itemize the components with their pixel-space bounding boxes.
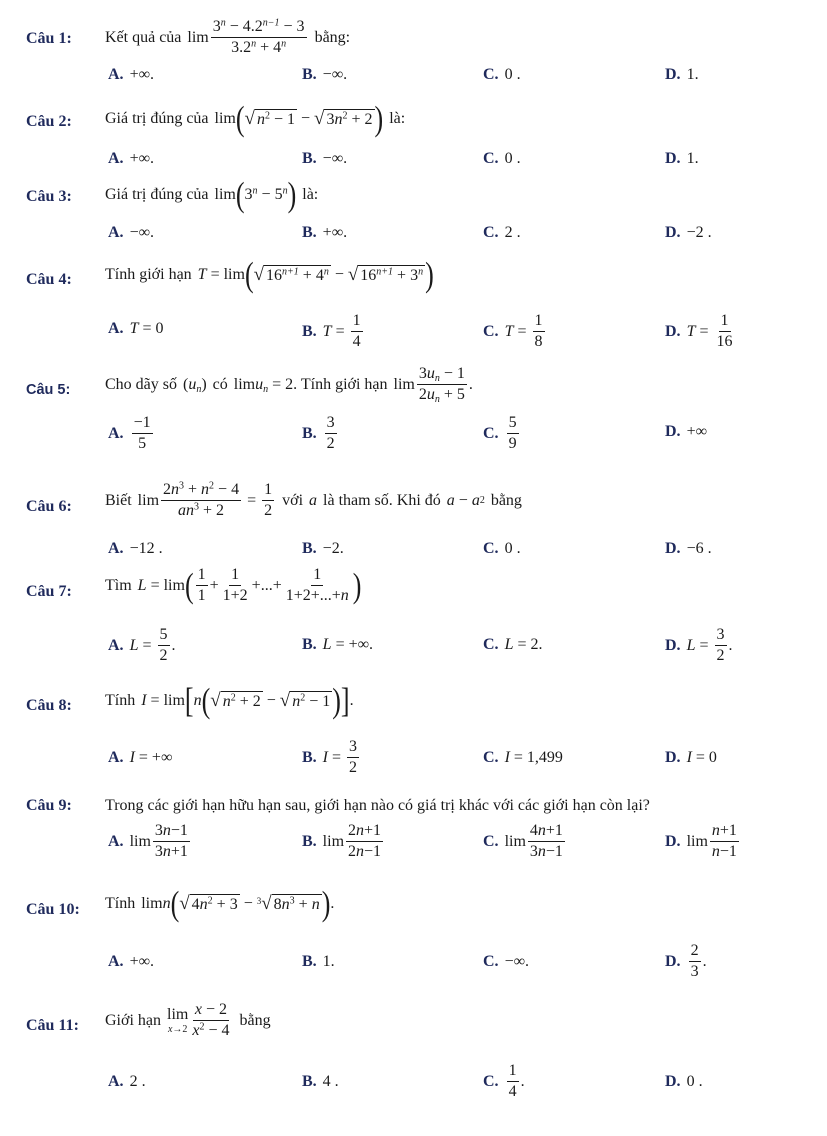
option-d[interactable]: D. $\frac{2}{3}$ . — [665, 942, 707, 981]
option-a[interactable]: A. +∞. — [108, 150, 154, 167]
option-a[interactable]: A. +∞. — [108, 66, 154, 83]
option-a[interactable]: A. $\frac{-1}{5}$ — [108, 414, 151, 453]
question-stem: Tính I = lim [ n ( √ $n^2 + 2$ − √ $n^2 - 1$ ) ] . — [105, 680, 354, 720]
option-c[interactable]: C. T = $\frac{1}{8}$ — [483, 312, 543, 351]
option-c[interactable]: C. 2 . — [483, 224, 521, 241]
option-a[interactable]: A. +∞. — [108, 953, 154, 970]
option-c[interactable]: C. 0 . — [483, 66, 521, 83]
option-c[interactable]: C. lim $\frac{4n+1}{3n-1}$ — [483, 822, 563, 861]
option-b[interactable]: B. −∞. — [302, 150, 348, 167]
option-d[interactable]: D. 1. — [665, 150, 699, 167]
question-label: Câu 3: — [26, 188, 72, 205]
question-label: Câu 4: — [26, 271, 72, 288]
option-d[interactable]: D. +∞ — [665, 423, 707, 440]
option-a[interactable]: A. L = $\frac{5}{2}$ . — [108, 626, 176, 665]
option-b[interactable]: B. $\frac{3}{2}$ — [302, 414, 335, 453]
question-stem: Tính giới hạn T = lim ( √ $16^{n+1} + 4^n$ − √ $16^{n+1} + 3^n$ ) — [105, 254, 434, 294]
option-b[interactable]: B. T = $\frac{1}{4}$ — [302, 312, 361, 351]
question-label: Câu 7: — [26, 583, 72, 600]
question-label: Câu 2: — [26, 113, 72, 130]
question-stem: Kết quả của lim $\frac{3^n - 4.2^{n-1} - 3}{3.2^n + 4^n}$ bằng: — [105, 17, 351, 57]
option-b[interactable]: B. L = +∞. — [302, 636, 374, 653]
question-label: Câu 11: — [26, 1017, 79, 1034]
option-d[interactable]: D. −6 . — [665, 540, 712, 557]
option-b[interactable]: B. 4 . — [302, 1073, 339, 1090]
option-d[interactable]: D. lim $\frac{n+1}{n-1}$ — [665, 822, 737, 861]
option-d[interactable]: D. T = $\frac{1}{16}$ — [665, 312, 733, 351]
option-b[interactable]: B. I = $\frac{3}{2}$ — [302, 738, 358, 777]
fraction: $\frac{3^n - 4.2^{n-1} - 3}{3.2^n + 4^n}$ — [212, 17, 305, 57]
question-stem: Biết lim $\frac{2n^3 + n^2 - 4}{an^3 + 2}$ = $\frac{1}{2}$ với a là tham số. Khi đó a − a 2 bằng — [105, 480, 522, 520]
option-c[interactable]: C. L = 2. — [483, 636, 543, 653]
option-c[interactable]: C. I = 1,499 — [483, 749, 563, 766]
option-a[interactable]: A. lim $\frac{3n-1}{3n+1}$ — [108, 822, 188, 861]
option-d[interactable]: D. −2 . — [665, 224, 712, 241]
option-a[interactable]: A. 2 . — [108, 1073, 146, 1090]
option-c[interactable]: C. −∞. — [483, 953, 529, 970]
question-label: Câu 5: — [26, 382, 71, 398]
question-stem: Giá trị đúng của lim ( √ $n^2 - 1$ − √ $3n^2 + 2$ ) là: — [105, 98, 406, 138]
question-stem: Trong các giới hạn hữu hạn sau, giới hạn nào có giá trị khác với các giới hạn còn lại? — [105, 797, 650, 814]
option-a[interactable]: A. T = 0 — [108, 320, 164, 337]
option-b[interactable]: B. 1. — [302, 953, 335, 970]
question-stem: Tìm L = lim ( $\frac{1}{1}$ + $\frac{1}{1+2}$ +...+ $\frac{1}{1+2+...+n}$ ) — [105, 565, 362, 605]
question-stem: Giới hạn lim x→2 $\frac{x - 2}{x^2 - 4}$ bằng — [105, 1001, 271, 1040]
question-stem: Tính limn ( √ $4n^2 + 3$ − $^3$√ $8n^3 + n$ ) . — [105, 883, 335, 923]
question-stem: Giá trị đúng của lim ( $3^n - 5^n$ ) là: — [105, 174, 319, 214]
option-c[interactable]: C. 0 . — [483, 150, 521, 167]
option-c[interactable]: C. 0 . — [483, 540, 521, 557]
option-a[interactable]: A. I = +∞ — [108, 749, 173, 766]
question-stem: Cho dãy số $(u_n)$ có limu$_n$ = 2 . Tính giới hạn lim $\frac{3u_n - 1}{2u_n + 5}$ . — [105, 365, 473, 406]
option-b[interactable]: B. lim $\frac{2n+1}{2n-1}$ — [302, 822, 382, 861]
option-c[interactable]: C. $\frac{5}{9}$ — [483, 414, 517, 453]
question-label: Câu 9: — [26, 797, 72, 814]
option-c[interactable]: C. $\frac{1}{4}$ . — [483, 1062, 525, 1101]
option-d[interactable]: D. 0 . — [665, 1073, 703, 1090]
question-label: Câu 1: — [26, 30, 72, 47]
question-label: Câu 10: — [26, 901, 80, 918]
option-b[interactable]: B. +∞. — [302, 224, 348, 241]
option-a[interactable]: A. −∞. — [108, 224, 154, 241]
option-d[interactable]: D. L = $\frac{3}{2}$ . — [665, 626, 733, 665]
option-d[interactable]: D. 1. — [665, 66, 699, 83]
option-b[interactable]: B. −2. — [302, 540, 344, 557]
question-label: Câu 6: — [26, 498, 72, 515]
option-a[interactable]: A. −12 . — [108, 540, 163, 557]
option-d[interactable]: D. I = 0 — [665, 749, 717, 766]
option-b[interactable]: B. −∞. — [302, 66, 348, 83]
question-label: Câu 8: — [26, 697, 72, 714]
